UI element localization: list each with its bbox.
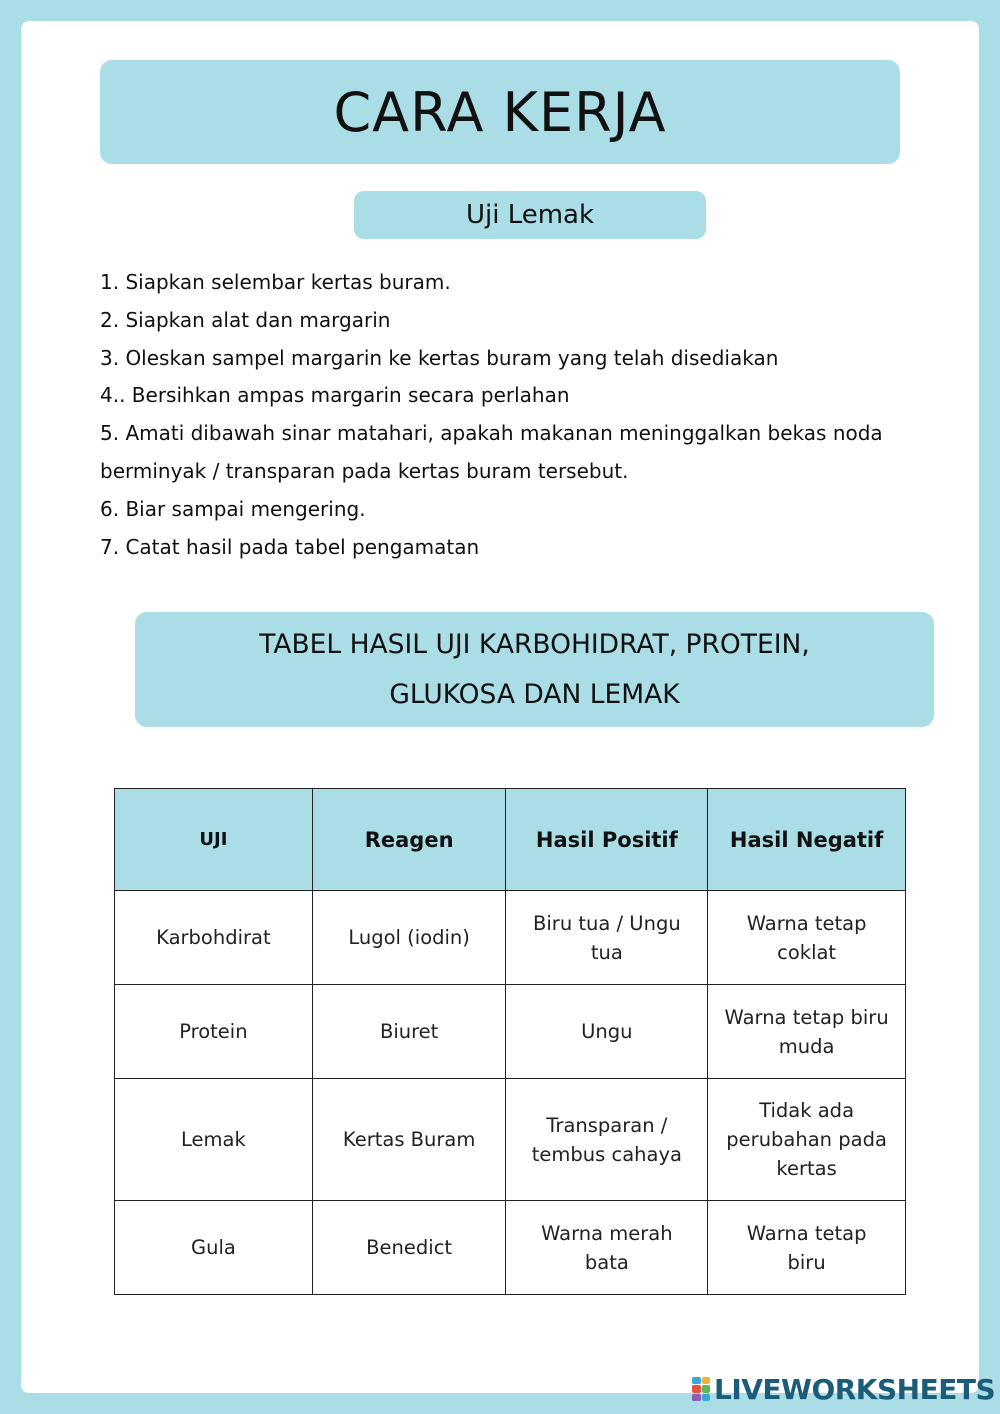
cell-reagen: Lugol (iodin): [312, 891, 506, 985]
cell-line: tua: [590, 940, 623, 964]
table-header-row: [115, 789, 906, 891]
step-line: 7. Catat hasil pada tabel pengamatan: [100, 534, 480, 559]
cell-hasil-negatif: [708, 1201, 906, 1295]
step-line: 4.. Bersihkan ampas margarin secara perlahan: [100, 383, 570, 408]
cell-uji: Lemak: [115, 1079, 313, 1201]
step-line: 2. Siapkan alat dan margarin: [100, 307, 391, 332]
brand-name: LIVEWORKSHEETS: [714, 1372, 996, 1406]
header-hasil-positif: Hasil Positif: [506, 789, 708, 891]
step-line: 5. Amati dibawah sinar matahari, apakah makanan meninggalkan bekas noda: [100, 421, 883, 446]
table-title-banner: [135, 612, 934, 727]
cell-line: perubahan pada: [726, 1128, 887, 1151]
results-table: [114, 788, 906, 1295]
cell-line: biru: [787, 1250, 826, 1274]
liveworksheets-brand[interactable]: [692, 1374, 995, 1404]
cell-reagen: Biuret: [312, 985, 506, 1079]
table-row: [115, 1201, 906, 1295]
step-line: 6. Biar sampai mengering.: [100, 496, 366, 521]
cell-hasil-negatif: [708, 1079, 906, 1201]
table-row: [115, 985, 906, 1079]
cell-line: Warna merah: [541, 1221, 673, 1245]
cell-hasil-negatif: [708, 891, 906, 985]
cell-hasil-negatif: [708, 985, 906, 1079]
cell-uji: Gula: [115, 1201, 313, 1295]
cell-uji: Protein: [115, 985, 313, 1079]
cell-line: tembus cahaya: [531, 1142, 682, 1166]
table-title-line1: TABEL HASIL UJI KARBOHIDRAT, PROTEIN,: [259, 628, 810, 660]
header-uji: UJI: [115, 789, 313, 891]
step-line: 1. Siapkan selembar kertas buram.: [100, 270, 451, 294]
header-hasil-negatif: Hasil Negatif: [708, 789, 906, 891]
section-subtitle: Uji Lemak: [465, 200, 595, 230]
cell-line: Biru tua / Ungu: [533, 911, 681, 935]
page-title: CARA KERJA: [333, 80, 667, 144]
cell-line: bata: [584, 1250, 629, 1274]
step-line: berminyak / transparan pada kertas buram tersebut.: [100, 458, 629, 483]
cell-line: Warna tetap: [746, 1221, 867, 1245]
cell-hasil-positif: [506, 1201, 708, 1295]
liveworksheets-logo-icon: [692, 1377, 710, 1401]
cell-line: Ungu: [581, 1020, 633, 1043]
cell-reagen: Benedict: [312, 1201, 506, 1295]
cell-line: Transparan /: [546, 1113, 668, 1137]
cell-hasil-positif: [506, 891, 708, 985]
cell-reagen: Kertas Buram: [312, 1079, 506, 1201]
title-banner: [100, 60, 900, 164]
cell-hasil-positif: [506, 1079, 708, 1201]
cell-line: Tidak ada: [759, 1099, 855, 1122]
cell-line: coklat: [777, 940, 837, 964]
step-line: 3. Oleskan sampel margarin ke kertas buram yang telah disediakan: [100, 345, 779, 370]
procedure-steps: [100, 264, 930, 566]
header-reagen: Reagen: [312, 789, 506, 891]
cell-uji: Karbohdirat: [115, 891, 313, 985]
cell-line: Warna tetap: [746, 911, 867, 935]
table-row: [115, 1079, 906, 1201]
cell-hasil-positif: [506, 985, 708, 1079]
cell-line: kertas: [776, 1157, 837, 1180]
subtitle-banner: [354, 191, 706, 239]
table-row: [115, 891, 906, 985]
table-title-line2: GLUKOSA DAN LEMAK: [389, 678, 680, 710]
cell-line: Warna tetap biru: [724, 1005, 889, 1029]
cell-line: muda: [778, 1034, 835, 1058]
